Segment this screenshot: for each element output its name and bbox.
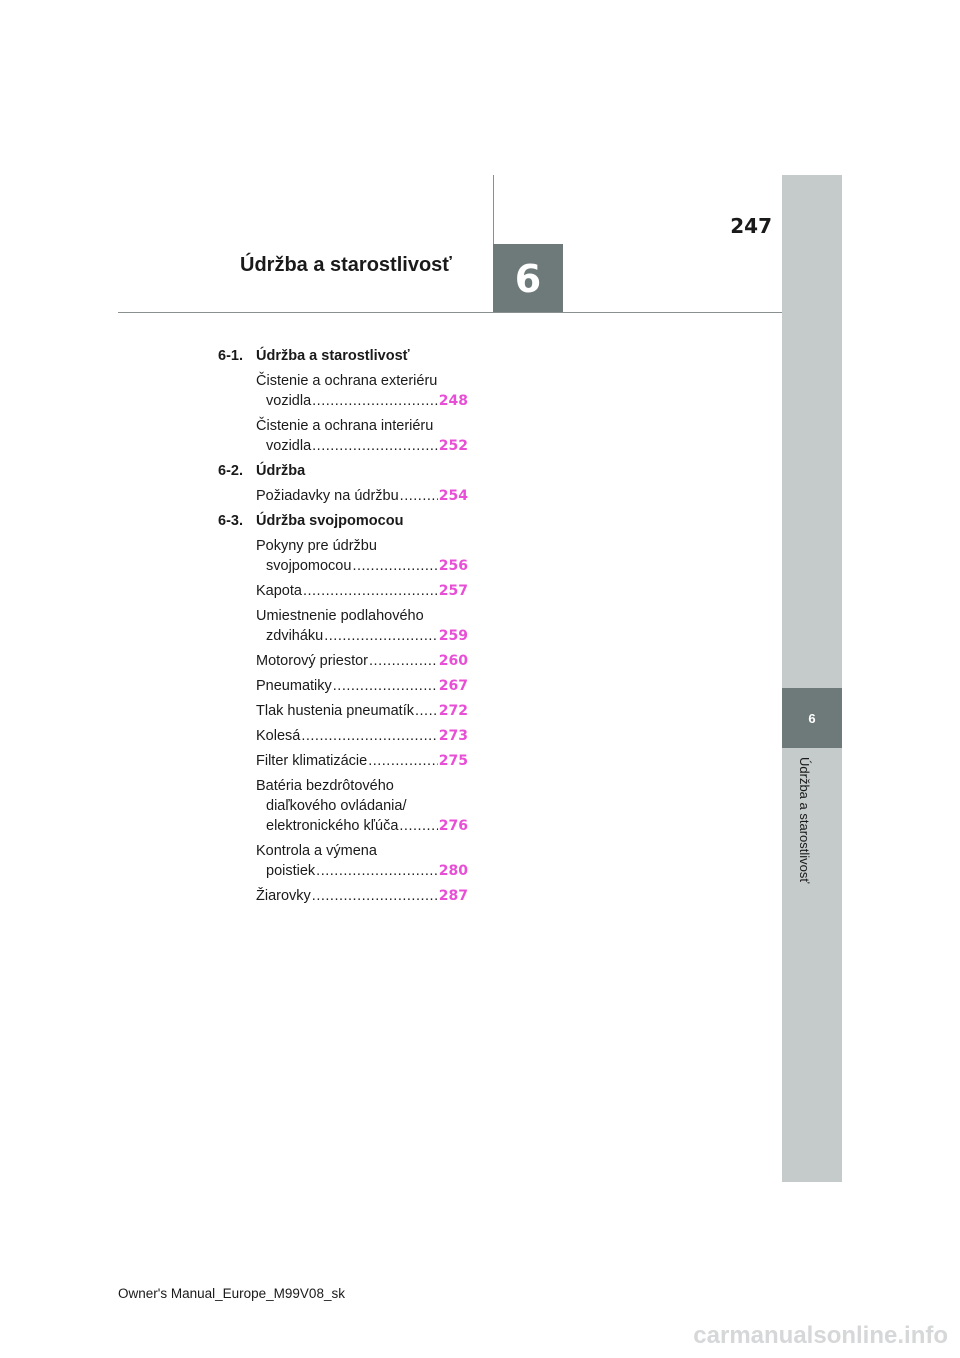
toc-entry-text: Kolesá — [256, 728, 301, 744]
toc-section-title: Údržba — [256, 463, 306, 479]
toc-entry-text: Motorový priestor — [256, 653, 369, 669]
toc-page-link[interactable]: 259 — [438, 628, 468, 644]
toc-entry[interactable] — [256, 581, 468, 601]
toc-entry-text: Čistenie a ochrana interiéru — [256, 418, 434, 434]
toc-page-link[interactable]: 257 — [438, 583, 468, 599]
toc-entry-text: Kontrola a výmena — [256, 843, 377, 859]
toc-entry[interactable] — [256, 606, 468, 646]
toc-section-heading — [218, 511, 468, 531]
toc-entry-row — [256, 701, 468, 721]
toc-entry-text: Požiadavky na údržbu — [256, 488, 399, 504]
toc-section-title: Údržba svojpomocou — [256, 513, 404, 529]
header-vertical-rule — [493, 175, 494, 245]
toc-section-number: 6-3. — [218, 513, 243, 529]
toc-entry[interactable] — [256, 776, 468, 836]
toc-entry-row — [256, 751, 468, 771]
toc-entry-row — [256, 436, 468, 456]
toc-entry-text: Pneumatiky — [256, 678, 332, 694]
toc-section-title: Údržba a starostlivosť — [256, 348, 410, 364]
dot-leader — [352, 556, 437, 576]
toc-page-link[interactable]: 254 — [438, 488, 468, 504]
toc-entry-text: elektronického kľúča — [266, 818, 399, 834]
toc-entry-row — [256, 676, 468, 696]
side-chapter-tab[interactable] — [782, 688, 842, 748]
dot-leader — [415, 701, 438, 721]
toc-entry[interactable] — [256, 676, 468, 696]
toc-entry[interactable] — [256, 701, 468, 721]
toc-page-link[interactable]: 272 — [438, 703, 468, 719]
toc-page-link[interactable]: 260 — [438, 653, 468, 669]
dot-leader — [333, 676, 438, 696]
table-of-contents — [218, 346, 468, 911]
toc-entry-row — [256, 626, 468, 646]
side-strip — [782, 175, 842, 1182]
dot-leader — [312, 436, 438, 456]
dot-leader — [368, 751, 438, 771]
side-tab-label: Údržba a starostlivosť — [797, 757, 812, 884]
toc-section — [218, 346, 468, 456]
toc-page-link[interactable]: 275 — [438, 753, 468, 769]
chapter-title: Údržba a starostlivosť — [240, 254, 452, 276]
toc-entry[interactable] — [256, 886, 468, 906]
toc-section-heading — [218, 346, 468, 366]
toc-entry-text: Žiarovky — [256, 888, 311, 904]
toc-page-link[interactable]: 280 — [438, 863, 468, 879]
toc-entry[interactable] — [256, 751, 468, 771]
toc-page-link[interactable]: 256 — [438, 558, 468, 574]
toc-section-heading — [218, 461, 468, 481]
dot-leader — [400, 486, 438, 506]
dot-leader — [316, 861, 438, 881]
toc-entry[interactable] — [256, 371, 468, 411]
toc-page-link[interactable]: 267 — [438, 678, 468, 694]
toc-entry-row — [256, 886, 468, 906]
toc-entry-row — [256, 556, 468, 576]
footer-text: Owner's Manual_Europe_M99V08_sk — [118, 1286, 345, 1301]
toc-entry[interactable] — [256, 726, 468, 746]
toc-entry-text: Kapota — [256, 583, 302, 599]
toc-entry[interactable] — [256, 416, 468, 456]
toc-entry-text: diaľkového ovládania/ — [266, 798, 407, 814]
toc-entry[interactable] — [256, 536, 468, 576]
toc-page-link[interactable]: 273 — [438, 728, 468, 744]
toc-entry[interactable] — [256, 651, 468, 671]
page-number: 247 — [730, 214, 772, 238]
toc-entry-row — [256, 726, 468, 746]
dot-leader — [369, 651, 438, 671]
toc-section — [218, 461, 468, 506]
chapter-number-box — [493, 244, 563, 313]
dot-leader — [399, 816, 437, 836]
toc-entry-row — [256, 581, 468, 601]
toc-entry-row — [256, 486, 468, 506]
toc-entry-text: svojpomocou — [266, 558, 352, 574]
toc-section — [218, 511, 468, 906]
toc-entry-text: zdviháku — [266, 628, 324, 644]
chapter-number: 6 — [514, 256, 542, 301]
toc-page-link[interactable]: 248 — [438, 393, 468, 409]
toc-entry-row — [256, 816, 468, 836]
toc-entry[interactable] — [256, 486, 468, 506]
header-horizontal-rule — [118, 312, 782, 313]
toc-page-link[interactable]: 287 — [438, 888, 468, 904]
toc-section-number: 6-1. — [218, 348, 243, 364]
toc-page-link[interactable]: 276 — [438, 818, 468, 834]
side-tab-number: 6 — [808, 710, 816, 726]
toc-entry-row — [256, 861, 468, 881]
toc-entry-text: Filter klimatizácie — [256, 753, 368, 769]
toc-entry-text: Tlak hustenia pneumatík — [256, 703, 414, 719]
toc-entry-text: Umiestnenie podlahového — [256, 608, 424, 624]
toc-entry-row — [256, 391, 468, 411]
watermark: carmanualsonline.info — [693, 1322, 948, 1349]
dot-leader — [301, 726, 437, 746]
toc-entry-row — [256, 651, 468, 671]
toc-entry-text: vozidla — [266, 438, 312, 454]
dot-leader — [312, 886, 438, 906]
dot-leader — [303, 581, 438, 601]
toc-section-number: 6-2. — [218, 463, 243, 479]
toc-entry-text: Pokyny pre údržbu — [256, 538, 377, 554]
toc-entry-text: Batéria bezdrôtového — [256, 778, 394, 794]
toc-entry-text: Čistenie a ochrana exteriéru — [256, 373, 438, 389]
toc-entry-text: vozidla — [266, 393, 312, 409]
dot-leader — [324, 626, 438, 646]
toc-entry-text: poistiek — [266, 863, 316, 879]
dot-leader — [312, 391, 438, 411]
toc-page-link[interactable]: 252 — [438, 438, 468, 454]
toc-entry[interactable] — [256, 841, 468, 881]
